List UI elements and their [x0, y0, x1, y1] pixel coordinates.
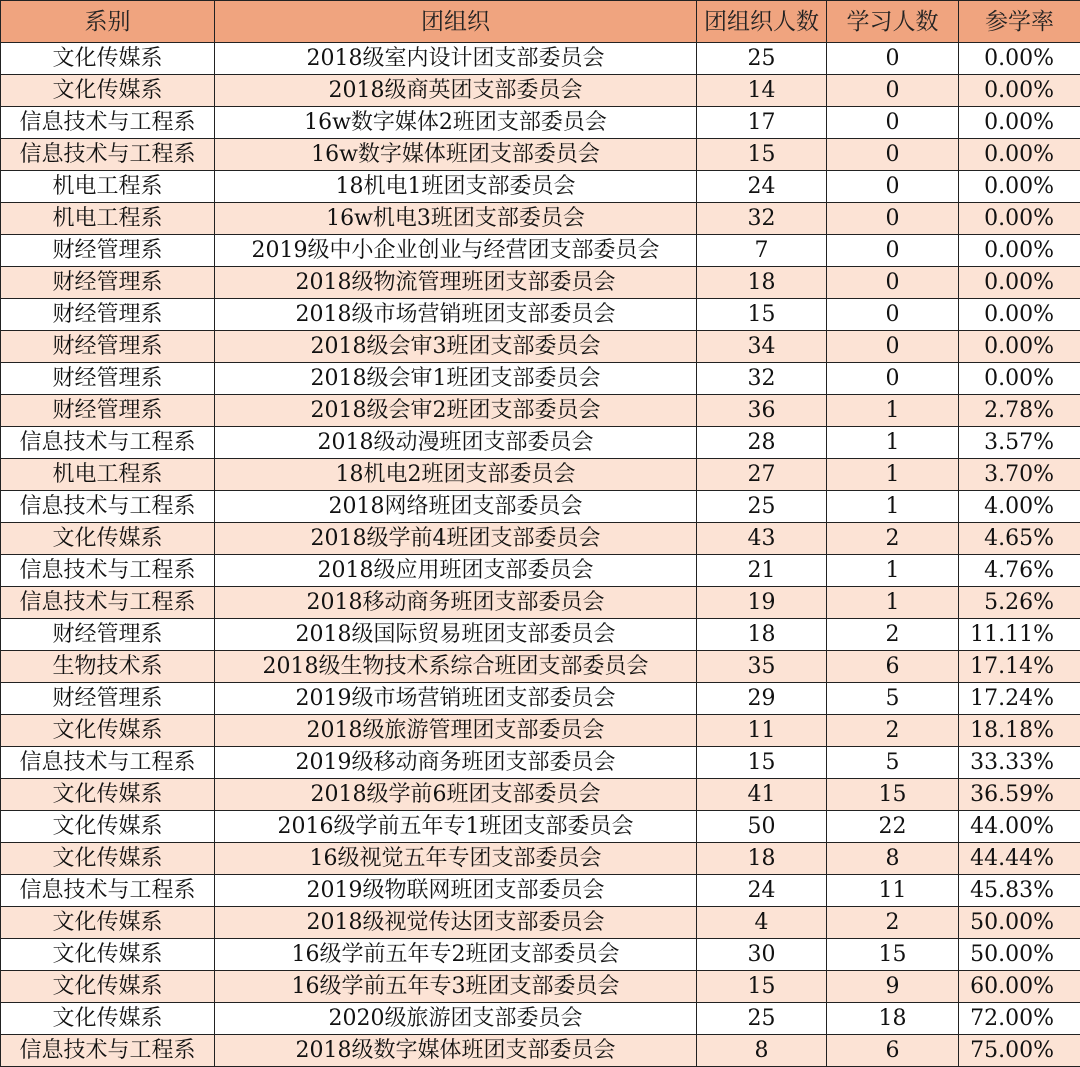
- cell-organization: 18机电1班团支部委员会: [215, 171, 697, 203]
- cell-member-count: 34: [697, 331, 827, 363]
- cell-participation-rate: 44.44%: [959, 843, 1080, 875]
- cell-participation-rate: 4.76%: [959, 555, 1080, 587]
- cell-learner-count: 6: [827, 1035, 959, 1067]
- cell-participation-rate: 3.57%: [959, 427, 1080, 459]
- table-row: [1, 875, 1080, 907]
- cell-organization: 16w数字媒体班团支部委员会: [215, 139, 697, 171]
- table-row: [1, 555, 1080, 587]
- cell-participation-rate: 75.00%: [959, 1035, 1080, 1067]
- cell-member-count: 25: [697, 1003, 827, 1035]
- table-row: [1, 267, 1080, 299]
- cell-participation-rate: 4.00%: [959, 491, 1080, 523]
- table-row: [1, 331, 1080, 363]
- cell-organization: 2020级旅游团支部委员会: [215, 1003, 697, 1035]
- cell-participation-rate: 0.00%: [959, 75, 1080, 107]
- cell-department: 财经管理系: [1, 363, 215, 395]
- cell-organization: 2019级市场营销班团支部委员会: [215, 683, 697, 715]
- cell-member-count: 18: [697, 267, 827, 299]
- cell-member-count: 17: [697, 107, 827, 139]
- cell-organization: 2018移动商务班团支部委员会: [215, 587, 697, 619]
- cell-member-count: 25: [697, 491, 827, 523]
- table-row: [1, 683, 1080, 715]
- cell-organization: 2018级国际贸易班团支部委员会: [215, 619, 697, 651]
- cell-department: 信息技术与工程系: [1, 875, 215, 907]
- table-row: [1, 619, 1080, 651]
- cell-learner-count: 8: [827, 843, 959, 875]
- cell-learner-count: 15: [827, 939, 959, 971]
- cell-department: 文化传媒系: [1, 907, 215, 939]
- header-member-count: 团组织人数: [697, 1, 827, 43]
- cell-department: 财经管理系: [1, 619, 215, 651]
- cell-department: 财经管理系: [1, 395, 215, 427]
- cell-participation-rate: 0.00%: [959, 267, 1080, 299]
- cell-learner-count: 0: [827, 171, 959, 203]
- cell-learner-count: 1: [827, 395, 959, 427]
- cell-organization: 2018级学前4班团支部委员会: [215, 523, 697, 555]
- cell-organization: 2018级会审2班团支部委员会: [215, 395, 697, 427]
- cell-participation-rate: 0.00%: [959, 171, 1080, 203]
- cell-learner-count: 1: [827, 555, 959, 587]
- cell-department: 文化传媒系: [1, 1003, 215, 1035]
- cell-participation-rate: 0.00%: [959, 331, 1080, 363]
- cell-participation-rate: 0.00%: [959, 235, 1080, 267]
- cell-organization: 2018级会审1班团支部委员会: [215, 363, 697, 395]
- cell-learner-count: 0: [827, 235, 959, 267]
- cell-department: 信息技术与工程系: [1, 747, 215, 779]
- cell-learner-count: 2: [827, 619, 959, 651]
- cell-member-count: 18: [697, 843, 827, 875]
- cell-department: 文化传媒系: [1, 75, 215, 107]
- cell-participation-rate: 36.59%: [959, 779, 1080, 811]
- cell-organization: 2018级旅游管理团支部委员会: [215, 715, 697, 747]
- cell-member-count: 15: [697, 139, 827, 171]
- cell-department: 文化传媒系: [1, 43, 215, 75]
- cell-organization: 2018级物流管理班团支部委员会: [215, 267, 697, 299]
- cell-member-count: 29: [697, 683, 827, 715]
- cell-participation-rate: 18.18%: [959, 715, 1080, 747]
- cell-participation-rate: 45.83%: [959, 875, 1080, 907]
- cell-member-count: 7: [697, 235, 827, 267]
- cell-participation-rate: 0.00%: [959, 299, 1080, 331]
- cell-department: 生物技术系: [1, 651, 215, 683]
- cell-member-count: 14: [697, 75, 827, 107]
- cell-learner-count: 1: [827, 427, 959, 459]
- cell-member-count: 36: [697, 395, 827, 427]
- table-row: [1, 107, 1080, 139]
- cell-learner-count: 0: [827, 139, 959, 171]
- cell-member-count: 15: [697, 971, 827, 1003]
- cell-department: 文化传媒系: [1, 811, 215, 843]
- table-row: [1, 779, 1080, 811]
- cell-participation-rate: 44.00%: [959, 811, 1080, 843]
- cell-member-count: 41: [697, 779, 827, 811]
- cell-organization: 2018级应用班团支部委员会: [215, 555, 697, 587]
- cell-member-count: 18: [697, 619, 827, 651]
- cell-member-count: 21: [697, 555, 827, 587]
- cell-member-count: 43: [697, 523, 827, 555]
- header-department: 系别: [1, 1, 215, 43]
- header-learner-count: 学习人数: [827, 1, 959, 43]
- cell-learner-count: 0: [827, 107, 959, 139]
- table-row: [1, 715, 1080, 747]
- cell-organization: 16w数字媒体2班团支部委员会: [215, 107, 697, 139]
- table-row: [1, 235, 1080, 267]
- cell-department: 文化传媒系: [1, 843, 215, 875]
- table-row: [1, 395, 1080, 427]
- cell-learner-count: 1: [827, 587, 959, 619]
- cell-learner-count: 0: [827, 43, 959, 75]
- cell-learner-count: 1: [827, 459, 959, 491]
- cell-participation-rate: 50.00%: [959, 939, 1080, 971]
- cell-learner-count: 0: [827, 363, 959, 395]
- cell-organization: 16w机电3班团支部委员会: [215, 203, 697, 235]
- cell-department: 信息技术与工程系: [1, 587, 215, 619]
- cell-member-count: 30: [697, 939, 827, 971]
- cell-member-count: 24: [697, 171, 827, 203]
- cell-participation-rate: 50.00%: [959, 907, 1080, 939]
- cell-learner-count: 0: [827, 203, 959, 235]
- cell-participation-rate: 17.14%: [959, 651, 1080, 683]
- cell-learner-count: 11: [827, 875, 959, 907]
- cell-department: 财经管理系: [1, 235, 215, 267]
- header-organization: 团组织: [215, 1, 697, 43]
- cell-organization: 2018网络班团支部委员会: [215, 491, 697, 523]
- cell-organization: 2019级移动商务班团支部委员会: [215, 747, 697, 779]
- cell-organization: 2018级数字媒体班团支部委员会: [215, 1035, 697, 1067]
- cell-department: 财经管理系: [1, 267, 215, 299]
- cell-member-count: 8: [697, 1035, 827, 1067]
- cell-participation-rate: 72.00%: [959, 1003, 1080, 1035]
- cell-learner-count: 0: [827, 267, 959, 299]
- cell-organization: 2018级视觉传达团支部委员会: [215, 907, 697, 939]
- cell-department: 文化传媒系: [1, 971, 215, 1003]
- cell-participation-rate: 5.26%: [959, 587, 1080, 619]
- cell-member-count: 28: [697, 427, 827, 459]
- cell-member-count: 24: [697, 875, 827, 907]
- cell-organization: 2018级动漫班团支部委员会: [215, 427, 697, 459]
- table-row: [1, 363, 1080, 395]
- cell-participation-rate: 60.00%: [959, 971, 1080, 1003]
- cell-department: 信息技术与工程系: [1, 107, 215, 139]
- cell-member-count: 35: [697, 651, 827, 683]
- cell-organization: 2018级室内设计团支部委员会: [215, 43, 697, 75]
- cell-participation-rate: 0.00%: [959, 43, 1080, 75]
- cell-department: 信息技术与工程系: [1, 1035, 215, 1067]
- cell-member-count: 19: [697, 587, 827, 619]
- cell-participation-rate: 11.11%: [959, 619, 1080, 651]
- table-row: [1, 139, 1080, 171]
- table-row: [1, 939, 1080, 971]
- table-row: [1, 971, 1080, 1003]
- cell-organization: 2018级生物技术系综合班团支部委员会: [215, 651, 697, 683]
- cell-member-count: 11: [697, 715, 827, 747]
- cell-organization: 2018级商英团支部委员会: [215, 75, 697, 107]
- cell-organization: 16级学前五年专3班团支部委员会: [215, 971, 697, 1003]
- table-row: [1, 75, 1080, 107]
- table-row: [1, 1035, 1080, 1067]
- table-row: [1, 747, 1080, 779]
- cell-learner-count: 2: [827, 907, 959, 939]
- cell-organization: 2018级学前6班团支部委员会: [215, 779, 697, 811]
- table-row: [1, 651, 1080, 683]
- cell-department: 信息技术与工程系: [1, 427, 215, 459]
- cell-participation-rate: 0.00%: [959, 203, 1080, 235]
- table-row: [1, 203, 1080, 235]
- cell-department: 财经管理系: [1, 331, 215, 363]
- cell-organization: 2018级市场营销班团支部委员会: [215, 299, 697, 331]
- cell-learner-count: 9: [827, 971, 959, 1003]
- cell-learner-count: 18: [827, 1003, 959, 1035]
- cell-learner-count: 15: [827, 779, 959, 811]
- cell-participation-rate: 4.65%: [959, 523, 1080, 555]
- cell-department: 信息技术与工程系: [1, 139, 215, 171]
- cell-department: 财经管理系: [1, 683, 215, 715]
- cell-department: 文化传媒系: [1, 939, 215, 971]
- table-row: [1, 811, 1080, 843]
- cell-organization: 18机电2班团支部委员会: [215, 459, 697, 491]
- table-row: [1, 843, 1080, 875]
- cell-learner-count: 5: [827, 683, 959, 715]
- cell-member-count: 15: [697, 299, 827, 331]
- table-row: [1, 427, 1080, 459]
- cell-department: 机电工程系: [1, 171, 215, 203]
- cell-member-count: 27: [697, 459, 827, 491]
- cell-organization: 16级学前五年专2班团支部委员会: [215, 939, 697, 971]
- cell-department: 信息技术与工程系: [1, 491, 215, 523]
- table-row: [1, 171, 1080, 203]
- cell-member-count: 15: [697, 747, 827, 779]
- table-row: [1, 1003, 1080, 1035]
- cell-organization: 2016级学前五年专1班团支部委员会: [215, 811, 697, 843]
- cell-learner-count: 5: [827, 747, 959, 779]
- cell-member-count: 32: [697, 203, 827, 235]
- cell-organization: 2019级中小企业创业与经营团支部委员会: [215, 235, 697, 267]
- cell-learner-count: 22: [827, 811, 959, 843]
- cell-department: 文化传媒系: [1, 523, 215, 555]
- cell-participation-rate: 33.33%: [959, 747, 1080, 779]
- cell-organization: 2019级物联网班团支部委员会: [215, 875, 697, 907]
- table-row: [1, 491, 1080, 523]
- cell-member-count: 50: [697, 811, 827, 843]
- cell-learner-count: 0: [827, 75, 959, 107]
- cell-participation-rate: 0.00%: [959, 363, 1080, 395]
- cell-member-count: 32: [697, 363, 827, 395]
- cell-participation-rate: 3.70%: [959, 459, 1080, 491]
- table-row: [1, 43, 1080, 75]
- cell-department: 机电工程系: [1, 203, 215, 235]
- table-row: [1, 523, 1080, 555]
- table-row: [1, 587, 1080, 619]
- cell-learner-count: 0: [827, 299, 959, 331]
- cell-department: 信息技术与工程系: [1, 555, 215, 587]
- cell-department: 文化传媒系: [1, 715, 215, 747]
- cell-learner-count: 6: [827, 651, 959, 683]
- header-row: [1, 1, 1080, 43]
- cell-member-count: 25: [697, 43, 827, 75]
- cell-learner-count: 1: [827, 491, 959, 523]
- cell-department: 机电工程系: [1, 459, 215, 491]
- cell-member-count: 4: [697, 907, 827, 939]
- cell-participation-rate: 17.24%: [959, 683, 1080, 715]
- cell-learner-count: 0: [827, 331, 959, 363]
- table-row: [1, 907, 1080, 939]
- cell-participation-rate: 0.00%: [959, 107, 1080, 139]
- cell-organization: 16级视觉五年专团支部委员会: [215, 843, 697, 875]
- cell-department: 财经管理系: [1, 299, 215, 331]
- cell-organization: 2018级会审3班团支部委员会: [215, 331, 697, 363]
- table-row: [1, 299, 1080, 331]
- cell-department: 文化传媒系: [1, 779, 215, 811]
- header-participation-rate: 参学率: [959, 1, 1080, 43]
- cell-participation-rate: 0.00%: [959, 139, 1080, 171]
- cell-participation-rate: 2.78%: [959, 395, 1080, 427]
- cell-learner-count: 2: [827, 715, 959, 747]
- cell-learner-count: 2: [827, 523, 959, 555]
- table-row: [1, 459, 1080, 491]
